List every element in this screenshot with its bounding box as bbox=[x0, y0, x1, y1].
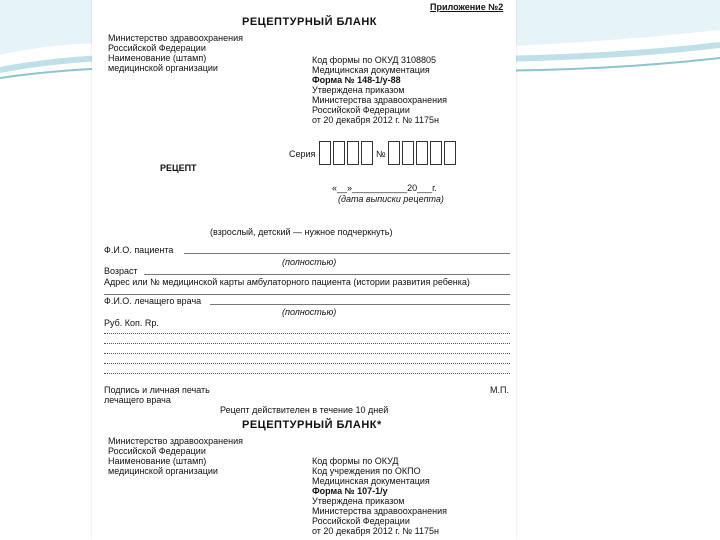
validity-note: Рецепт действителен в течение 10 дней bbox=[220, 405, 389, 415]
approval-line: Министерства здравоохранения bbox=[312, 95, 447, 105]
issue-date-line[interactable]: «__»___________20___г. bbox=[332, 183, 437, 193]
number-box[interactable] bbox=[402, 141, 414, 165]
issuer-line: Наименование (штамп) bbox=[108, 53, 207, 63]
series-box[interactable] bbox=[319, 141, 331, 165]
form-code-line: Код учреждения по ОКПО bbox=[312, 466, 421, 476]
issuer-line: медицинской организации bbox=[108, 63, 218, 73]
series-label: Серия bbox=[289, 149, 316, 159]
form2-code-block bbox=[312, 456, 447, 536]
issuer-line: Министерство здравоохранения bbox=[108, 33, 243, 43]
issuer-line: медицинской организации bbox=[108, 466, 218, 476]
age-line[interactable] bbox=[144, 274, 510, 275]
series-box[interactable] bbox=[347, 141, 359, 165]
form-code-line: Медицинская документация bbox=[312, 476, 430, 486]
approval-line: Российской Федерации bbox=[312, 516, 410, 526]
form1-issuer-block bbox=[108, 33, 243, 73]
number-box[interactable] bbox=[416, 141, 428, 165]
issuer-line: Министерство здравоохранения bbox=[108, 436, 243, 446]
approval-line: Российской Федерации bbox=[312, 105, 410, 115]
number-box[interactable] bbox=[388, 141, 400, 165]
signature-line: Подпись и личная печать bbox=[104, 385, 210, 395]
rp-dotted-line[interactable] bbox=[104, 373, 510, 374]
rp-dotted-line[interactable] bbox=[104, 333, 510, 334]
recipe-label: РЕЦЕПТ bbox=[160, 163, 197, 173]
number-boxes[interactable] bbox=[388, 141, 456, 165]
rp-dotted-line[interactable] bbox=[104, 353, 510, 354]
form-number: Форма № 107-1/у bbox=[312, 486, 388, 496]
age-label: Возраст bbox=[104, 266, 138, 276]
doctor-name-label: Ф.И.О. лечащего врача bbox=[104, 296, 202, 306]
form2-issuer-block bbox=[108, 436, 243, 476]
number-box[interactable] bbox=[430, 141, 442, 165]
approval-line: Утверждена приказом bbox=[312, 496, 405, 506]
approval-line: от 20 декабря 2012 г. № 1175н bbox=[312, 526, 439, 536]
series-box[interactable] bbox=[361, 141, 373, 165]
patient-name-caption: (полностью) bbox=[282, 257, 337, 267]
form1-title: РЕЦЕПТУРНЫЙ БЛАНК bbox=[242, 16, 377, 28]
form-code-line: Медицинская документация bbox=[312, 65, 430, 75]
form1-code-block bbox=[312, 55, 447, 125]
doctor-signature bbox=[104, 385, 210, 405]
address-label: Адрес или № медицинской карты амбулаторного пациента (истории развития ребенка) bbox=[104, 277, 470, 287]
rp-dotted-line[interactable] bbox=[104, 363, 510, 364]
approval-line: Утверждена приказом bbox=[312, 85, 405, 95]
patient-name-label: Ф.И.О. пациента bbox=[104, 245, 174, 255]
patient-name-line[interactable] bbox=[184, 253, 510, 254]
series-boxes[interactable] bbox=[319, 141, 373, 165]
address-line[interactable] bbox=[104, 294, 510, 295]
signature-line: лечащего врача bbox=[104, 395, 171, 405]
form2-title: РЕЦЕПТУРНЫЙ БЛАНК* bbox=[242, 419, 382, 431]
appendix-label: Приложение №2 bbox=[430, 2, 504, 12]
issue-date-caption: (дата выписки рецепта) bbox=[338, 194, 444, 204]
approval-line: Министерства здравоохранения bbox=[312, 506, 447, 516]
number-label: № bbox=[376, 149, 386, 159]
form-code-line: Код формы по ОКУД bbox=[312, 456, 399, 466]
patient-type-note: (взрослый, детский — нужное подчеркнуть) bbox=[210, 227, 393, 237]
form-number: Форма № 148-1/у-88 bbox=[312, 75, 401, 85]
doctor-name-caption: (полностью) bbox=[282, 307, 337, 317]
prescription-document bbox=[92, 0, 516, 540]
issuer-line: Наименование (штамп) bbox=[108, 456, 207, 466]
number-box[interactable] bbox=[444, 141, 456, 165]
rp-label: Руб. Коп. Rp. bbox=[104, 318, 159, 328]
issuer-line: Российской Федерации bbox=[108, 446, 206, 456]
stamp-label: М.П. bbox=[490, 385, 509, 395]
form-code-line: Код формы по ОКУД 3108805 bbox=[312, 55, 437, 65]
series-box[interactable] bbox=[333, 141, 345, 165]
approval-line: от 20 декабря 2012 г. № 1175н bbox=[312, 115, 439, 125]
rp-dotted-line[interactable] bbox=[104, 343, 510, 344]
issuer-line: Российской Федерации bbox=[108, 43, 206, 53]
doctor-name-line[interactable] bbox=[210, 304, 510, 305]
